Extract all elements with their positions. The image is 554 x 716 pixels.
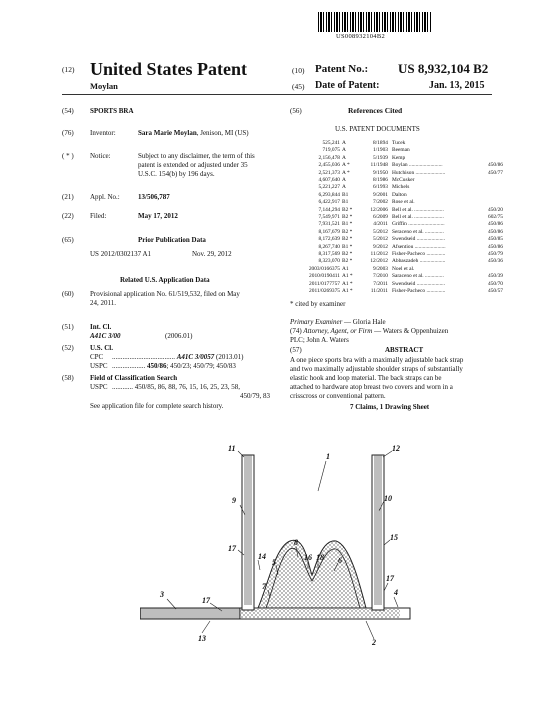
reference-date: 7/2002 [373, 199, 388, 206]
examiner-name: — Gloria Hale [342, 318, 386, 326]
field-number-21: (21) [62, 193, 74, 201]
int-cl-date: (2006.01) [165, 332, 193, 340]
reference-number: 2011/0177757 [309, 280, 340, 287]
reference-kind: A [342, 140, 346, 146]
reference-name: Hutchison ...................... [392, 169, 446, 176]
reference-class: 450/20 [488, 206, 503, 213]
reference-date: 9/2012 [373, 243, 388, 250]
notice-line-1: Subject to any disclaimer, the term of this [138, 152, 255, 160]
references-heading: References Cited [348, 106, 403, 115]
reference-name: Saraceno et al. .............. [392, 273, 444, 280]
reference-number: 8,317,569 [318, 251, 340, 257]
label-18: 18 [316, 553, 324, 562]
reference-name: Abbaszadeh ................... [392, 258, 446, 265]
search-uspc-values-1: 450/85, 86, 88, 76, 15, 16, 25, 23, 58, [134, 383, 240, 391]
document-title: United States Patent [90, 59, 247, 79]
filed-label: Filed: [90, 212, 107, 220]
reference-kind: A [342, 184, 346, 191]
reference-class: 450/57 [488, 288, 503, 294]
hook-loop-section [140, 608, 240, 619]
label-1: 1 [326, 452, 330, 461]
reference-number: 6,422,917 [318, 199, 340, 206]
label-14: 14 [258, 552, 266, 561]
reference-number: 2011/0269375 [309, 288, 340, 294]
reference-class: 450/79 [488, 251, 503, 257]
reference-number: 4,607,640 [318, 177, 340, 183]
reference-kind: B1 * [342, 221, 353, 228]
examiner-label: Primary Examiner [290, 318, 343, 326]
label-17-left-band: 17 [202, 596, 210, 605]
related-application-heading: Related U.S. Application Data [120, 276, 210, 284]
reference-number: 7,549,971 [318, 214, 340, 220]
notice-line-3: U.S.C. 154(b) by 196 days. [138, 170, 215, 178]
barcode-number: US008932104B2 [336, 33, 386, 40]
reference-date: 9/1950 [373, 169, 388, 176]
sports-bra-drawing [140, 435, 420, 675]
reference-kind: A * [342, 162, 350, 169]
appl-no-value: 13/506,787 [138, 193, 170, 201]
reference-name: Afsentiou ....................... [392, 243, 446, 250]
abstract-line-4: attached to hardware atop breast two covers and worn in a [290, 383, 453, 391]
int-cl-class: A41C 3/00 [90, 332, 121, 340]
reference-number: 8,172,639 [318, 236, 340, 243]
notice-line-2: patent is extended or adjusted under 35 [138, 161, 248, 169]
prior-publication-heading: Prior Publication Data [138, 236, 206, 244]
reference-class: 602/75 [488, 214, 503, 220]
prior-publication-number: US 2012/0302137 A1 [90, 250, 152, 258]
reference-number: 8,267,740 [318, 243, 340, 250]
label-10: 10 [384, 494, 392, 503]
label-3: 3 [160, 590, 164, 599]
reference-number: 7,931,521 [318, 221, 340, 228]
uspc-value: 450/86 [147, 362, 167, 370]
reference-date: 1/1903 [373, 147, 388, 154]
claims-summary: 7 Claims, 1 Drawing Sheet [350, 403, 430, 411]
label-17-left-strap: 17 [228, 544, 236, 553]
search-uspc-dots: ............ [112, 383, 133, 391]
reference-date: 11/2011 [370, 288, 388, 294]
reference-kind: B1 [342, 191, 349, 198]
provisional-line-1: Provisional application No. 61/519,532, filed on May [90, 290, 240, 298]
reference-number: 2010/0190411 [309, 273, 340, 280]
reference-name: Boylan ......................... [392, 162, 443, 169]
cpc-line [90, 353, 243, 362]
label-12: 12 [392, 444, 400, 453]
reference-date: 8/1986 [373, 177, 388, 183]
classification-search-label: Field of Classification Search [90, 374, 178, 382]
reference-date: 5/1939 [373, 154, 388, 161]
search-uspc-values-2: 450/79, 83 [240, 392, 270, 400]
reference-name: Michels [392, 184, 410, 191]
reference-name: Seraceno et al. .............. [392, 228, 444, 235]
reference-date: 8/1894 [373, 140, 388, 146]
reference-date: 11/1948 [370, 162, 388, 169]
field-number-notice: ( * ) [62, 152, 74, 160]
uspc-label: USPC [90, 362, 108, 370]
reference-kind: A1 * [342, 288, 353, 294]
int-cl-label: Int. Cl. [90, 323, 112, 331]
filed-value: May 17, 2012 [138, 212, 178, 220]
notice-label: Notice: [90, 152, 111, 160]
abstract-line-5: crisscross or conventional pattern. [290, 392, 386, 400]
field-number-52: (52) [62, 344, 74, 352]
header-divider [62, 94, 492, 95]
attorney-firm: — Waters & Oppenhuizen [372, 327, 449, 335]
reference-date: 5/2012 [373, 228, 388, 235]
cpc-dots: .................................... [112, 353, 175, 361]
label-16: 16 [304, 553, 312, 562]
field-number-51: (51) [62, 323, 74, 331]
reference-name: Swendseid ..................... [392, 280, 446, 287]
reference-date: 5/2012 [373, 236, 388, 243]
reference-number: 6,293,844 [318, 191, 340, 198]
abstract-line-1: A one piece sports bra with a maximally adjustable back strap [290, 356, 464, 364]
reference-kind: B2 * [342, 258, 353, 265]
reference-kind: B2 * [342, 206, 353, 213]
search-history-note: See application file for complete search history. [90, 402, 224, 410]
reference-name: Fisher-Pacheco .............. [392, 288, 446, 294]
reference-name: Griffin ........................... [392, 221, 445, 228]
label-5: 5 [272, 558, 276, 567]
inventor-value [138, 129, 249, 138]
reference-kind: B2 * [342, 228, 353, 235]
uspc-rest: ; 450/23; 450/79; 450/83 [166, 362, 236, 370]
attorney-label: Attorney, Agent, or Firm [303, 327, 373, 335]
reference-number: 525,241 [322, 140, 340, 146]
reference-kind: B2 * [342, 214, 353, 220]
reference-kind: B1 * [342, 243, 353, 250]
patent-no-value: US 8,932,104 B2 [398, 61, 489, 76]
reference-kind: A1 [342, 265, 349, 272]
inventor-name: Sara Marie Moylan [138, 129, 197, 137]
reference-number: 5,221,227 [318, 184, 340, 191]
reference-class: 450/86 [488, 243, 503, 250]
reference-kind: A [342, 177, 346, 183]
date-of-patent-label: Date of Patent: [315, 80, 380, 91]
reference-date: 12/2006 [370, 206, 388, 213]
prior-publication-date: Nov. 29, 2012 [192, 250, 232, 258]
reference-date: 11/2012 [370, 251, 388, 257]
reference-date: 6/1993 [373, 184, 388, 191]
reference-name: Bell et al. ...................... [392, 206, 444, 213]
label-2: 2 [372, 638, 376, 647]
uspc-dots: ................... [112, 362, 146, 370]
reference-class: 450/86 [488, 221, 503, 228]
reference-number: 2,156,478 [318, 154, 340, 161]
abstract-line-3: elastic hook and loop material. The back straps can be [290, 374, 442, 382]
reference-date: 12/2012 [370, 258, 388, 265]
us-cl-label: U.S. Cl. [90, 344, 113, 352]
field-number-54: (54) [62, 107, 74, 115]
reference-number: 7,144,294 [318, 206, 340, 213]
reference-number: 2,455,036 [318, 162, 340, 169]
reference-class: 450/85 [488, 236, 503, 243]
label-7: 7 [262, 582, 266, 591]
field-number-58: (58) [62, 374, 74, 382]
label-9: 9 [232, 496, 236, 505]
reference-number: 2003/0166375 [308, 265, 340, 272]
us-patent-documents-heading: U.S. PATENT DOCUMENTS [335, 125, 420, 133]
abstract-heading: ABSTRACT [385, 346, 424, 354]
examiner-line [290, 318, 386, 327]
reference-date: 7/2011 [373, 280, 388, 287]
reference-name: Bell et al. ...................... [392, 214, 444, 220]
reference-number: 8,167,679 [318, 228, 340, 235]
barcode [318, 12, 432, 32]
patent-no-label: Patent No.: [315, 63, 369, 75]
attorney-line [290, 327, 448, 336]
reference-name: Beeman [392, 147, 410, 154]
field-number-74: (74) [290, 327, 302, 335]
reference-date: 4/2011 [373, 221, 388, 228]
reference-class: 450/70 [488, 280, 503, 287]
field-number-22: (22) [62, 212, 74, 220]
label-8: 8 [294, 538, 298, 547]
reference-date: 9/2001 [373, 191, 388, 198]
field-number-10: (10) [292, 66, 305, 75]
reference-kind: B1 [342, 199, 349, 206]
uspc-line [90, 362, 236, 371]
reference-name: Rose et al. [392, 199, 415, 206]
classification-search-line [90, 383, 240, 392]
label-6: 6 [338, 556, 342, 565]
field-number-12: (12) [62, 65, 75, 74]
reference-kind: A1 * [342, 273, 353, 280]
field-number-57: (57) [290, 346, 302, 354]
right-strap-hatch [374, 455, 382, 605]
reference-number: 8,323,070 [318, 258, 340, 265]
reference-name: Dalton [392, 191, 407, 198]
left-strap-hatch [244, 455, 252, 605]
label-4: 4 [394, 588, 398, 597]
reference-name: Kemp [392, 154, 406, 161]
patent-title: SPORTS BRA [90, 107, 134, 115]
appl-no-label: Appl. No.: [90, 193, 120, 201]
field-number-65: (65) [62, 236, 74, 244]
reference-date: 6/2009 [373, 214, 388, 220]
reference-kind: A [342, 147, 346, 154]
reference-class: 450/86 [488, 228, 503, 235]
field-number-60: (60) [62, 290, 74, 298]
reference-kind: A * [342, 169, 350, 176]
inventor-label: Inventor: [90, 129, 116, 137]
abstract-line-2: and two maximally adjustable shoulder straps of substantially [290, 365, 463, 373]
reference-number: 2,521,373 [318, 169, 340, 176]
inventor-location: , Jenison, MI (US) [196, 129, 249, 137]
field-number-45: (45) [292, 82, 305, 91]
reference-name: Noel et al. [392, 265, 415, 272]
provisional-line-2: 24, 2011. [90, 299, 116, 307]
reference-kind: A [342, 154, 346, 161]
reference-class: 450/39 [488, 273, 503, 280]
reference-kind: A1 * [342, 280, 353, 287]
reference-number: 719,075 [322, 147, 340, 154]
field-number-76: (76) [62, 129, 74, 137]
reference-name: Fisher-Pacheco .............. [392, 251, 446, 257]
reference-kind: B2 * [342, 251, 353, 257]
reference-date: 9/2003 [373, 265, 388, 272]
reference-class: 450/36 [488, 258, 503, 265]
date-of-patent-value: Jan. 13, 2015 [429, 80, 485, 91]
label-15: 15 [390, 533, 398, 542]
label-17-right: 17 [386, 574, 394, 583]
cpc-value: A41C 3/0057 [176, 353, 215, 361]
reference-class: 450/86 [488, 162, 503, 169]
field-number-56: (56) [290, 107, 302, 115]
label-13: 13 [198, 634, 206, 643]
label-11: 11 [228, 444, 236, 453]
cpc-date: (2013.01) [216, 353, 244, 361]
cited-by-examiner: * cited by examiner [290, 300, 346, 308]
reference-name: Swendseid ..................... [392, 236, 446, 243]
reference-date: 7/2010 [373, 273, 388, 280]
reference-name: McCusker [392, 177, 415, 183]
reference-kind: B2 * [342, 236, 353, 243]
inventor-short: Moylan [90, 81, 118, 91]
search-uspc-label: USPC [90, 383, 108, 391]
cpc-label: CPC [90, 353, 104, 361]
attorney-line-2: PLC; John A. Waters [290, 336, 349, 344]
reference-name: Tucek [392, 140, 406, 146]
reference-class: 450/77 [488, 169, 503, 176]
